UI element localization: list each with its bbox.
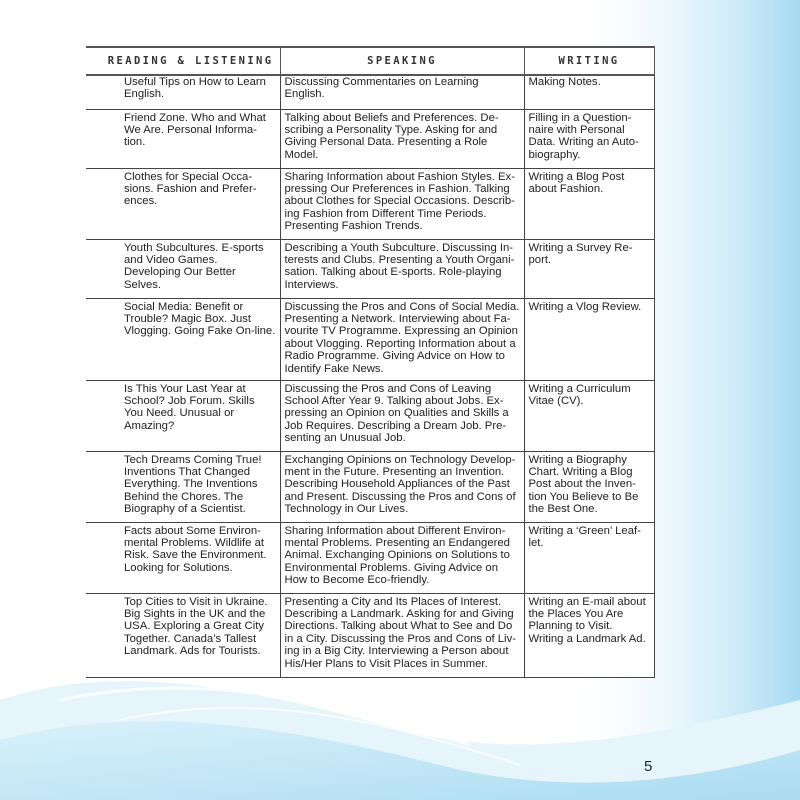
curriculum-table-container bbox=[86, 46, 654, 678]
page-number: 5 bbox=[644, 758, 653, 775]
table-row bbox=[86, 522, 654, 593]
reading-cell: Facts about Some Environ-mental Problems. Wildlife at Risk. Save the Environment. Looking for Solutions. bbox=[86, 522, 280, 593]
table-header-row bbox=[86, 47, 654, 75]
speaking-cell: Presenting a City and Its Places of Interest. Describing a Landmark. Asking for and Giving Directions. Talking about What to See and Do in a City. Discussing the Pros and Cons of Liv-ing in a Big City. Interviewing a Person about His/Her Plans to Visit Places in Summer. bbox=[280, 593, 524, 677]
writing-cell: Writing an E-mail about the Places You Are Planning to Visit. Writing a Landmark Ad. bbox=[524, 593, 654, 677]
writing-cell: Writing a Biography Chart. Writing a Blog Post about the Inven-tion You Believe to Be the Best One. bbox=[524, 451, 654, 522]
table-row bbox=[86, 239, 654, 298]
speaking-cell: Sharing Information about Fashion Styles. Ex-pressing Our Preferences in Fashion. Talking about Clothes for Special Occasions. Describ-ing Fashion from Different Time Periods. Presenting Fashion Trends. bbox=[280, 168, 524, 239]
writing-cell: Writing a Vlog Review. bbox=[524, 298, 654, 380]
speaking-cell: Sharing Information about Different Environ-mental Problems. Presenting an Endangered Animal. Exchanging Opinions on Solutions to Environmental Problems. Giving Advice on How to Become Eco-friendly. bbox=[280, 522, 524, 593]
reading-cell: Youth Subcultures. E-sports and Video Games. Developing Our Better Selves. bbox=[86, 239, 280, 298]
speaking-cell: Discussing the Pros and Cons of Social Media. Presenting a Network. Interviewing about Fa-vourite TV Programme. Expressing an Opinion about Vlogging. Reporting Information about a Radio Programme. Giving Advice on How to Identify Fake News. bbox=[280, 298, 524, 380]
table-row bbox=[86, 75, 654, 109]
reading-cell: Clothes for Special Occa-sions. Fashion and Prefer-ences. bbox=[86, 168, 280, 239]
reading-cell: Top Cities to Visit in Ukraine. Big Sights in the UK and the USA. Exploring a Great City Together. Canada’s Tallest Landmark. Ads for Tourists. bbox=[86, 593, 280, 677]
table-row bbox=[86, 168, 654, 239]
table-row bbox=[86, 109, 654, 168]
writing-cell: Filling in a Question-naire with Personal Data. Writing an Auto-biography. bbox=[524, 109, 654, 168]
reading-cell: Friend Zone. Who and What We Are. Personal Informa-tion. bbox=[86, 109, 280, 168]
speaking-cell: Discussing the Pros and Cons of Leaving School After Year 9. Talking about Jobs. Ex-pressing an Opinion on Qualities and Skills a Job Requires. Describing a Dream Job. Pre-senting an Unusual Job. bbox=[280, 380, 524, 451]
writing-cell: Writing a Survey Re-port. bbox=[524, 239, 654, 298]
speaking-cell: Exchanging Opinions on Technology Develop-ment in the Future. Presenting an Invention. Describing Household Appliances of the Past and Present. Discussing the Pros and Cons of Technology in Our Lives. bbox=[280, 451, 524, 522]
writing-cell: Writing a ‘Green’ Leaf-let. bbox=[524, 522, 654, 593]
writing-cell: Making Notes. bbox=[524, 75, 654, 109]
speaking-cell: Describing a Youth Subculture. Discussing In-terests and Clubs. Presenting a Youth Organi-sation. Talking about E-sports. Role-playing Interviews. bbox=[280, 239, 524, 298]
table-row bbox=[86, 593, 654, 677]
speaking-cell: Talking about Beliefs and Preferences. De-scribing a Personality Type. Asking for and Giving Personal Data. Presenting a Role Model. bbox=[280, 109, 524, 168]
header-writing: WRITING bbox=[524, 47, 654, 75]
reading-cell: Tech Dreams Coming True! Inventions That Changed Everything. The Inventions Behind the Chores. The Biography of a Scientist. bbox=[86, 451, 280, 522]
curriculum-table bbox=[86, 46, 655, 678]
reading-cell: Useful Tips on How to Learn English. bbox=[86, 75, 280, 109]
header-reading-listening: READING & LISTENING bbox=[86, 47, 280, 75]
table-row bbox=[86, 380, 654, 451]
header-speaking: SPEAKING bbox=[280, 47, 524, 75]
table-row bbox=[86, 451, 654, 522]
reading-cell: Social Media: Benefit or Trouble? Magic Box. Just Vlogging. Going Fake On-line. bbox=[86, 298, 280, 380]
reading-cell: Is This Your Last Year at School? Job Forum. Skills You Need. Unusual or Amazing? bbox=[86, 380, 280, 451]
writing-cell: Writing a Blog Post about Fashion. bbox=[524, 168, 654, 239]
speaking-cell: Discussing Commentaries on Learning English. bbox=[280, 75, 524, 109]
writing-cell: Writing a Curriculum Vitae (CV). bbox=[524, 380, 654, 451]
table-row bbox=[86, 298, 654, 380]
